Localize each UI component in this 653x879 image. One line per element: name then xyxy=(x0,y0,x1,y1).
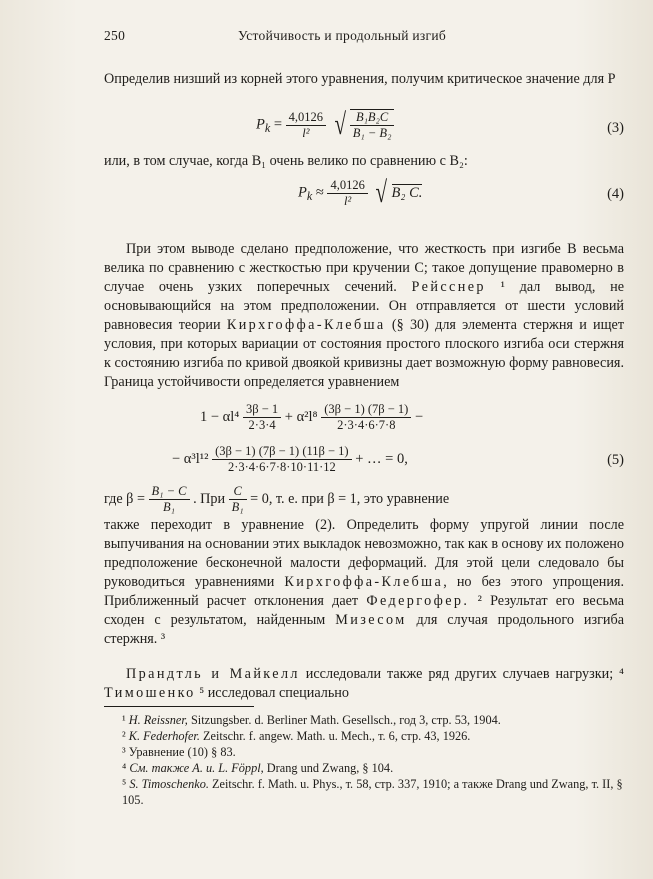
eq3-radicand xyxy=(350,109,395,141)
eq5-term-1: 1 − αl⁴ xyxy=(200,408,240,425)
footnote-author: См. также A. u. L. Föppl, xyxy=(129,761,264,775)
eq4-approx: ≈ xyxy=(315,184,324,201)
eq4-number: (4) xyxy=(607,186,624,202)
eq5-term-2: + α²l⁸ xyxy=(284,408,318,425)
equation-4 xyxy=(298,176,422,210)
footnote-4 xyxy=(104,760,626,776)
eq3-rad-den: B₁ − B₂ xyxy=(352,126,392,140)
sqrt-symbol: √ xyxy=(334,108,346,141)
eq3-coef-den: l² xyxy=(302,125,310,140)
footnote-mark: ¹ xyxy=(122,713,126,727)
eq5-f2-num: (3β − 1) (7β − 1) xyxy=(321,402,411,418)
eq5-f1-num: 3β − 1 xyxy=(243,402,281,418)
footnote-2 xyxy=(104,728,626,744)
author-kirchhoff-clebsch: Кирхгоффа-Клебша xyxy=(226,317,386,333)
eq3-coef-num: 4,0126 xyxy=(286,110,326,126)
eq5-f2-den: 2·3·4·6·7·8 xyxy=(337,418,396,432)
equation-5-line-2 xyxy=(172,444,408,475)
footnote-author: S. Timoschenko. xyxy=(129,777,209,791)
footnotes xyxy=(104,712,626,808)
running-title: Устойчивость и продольный изгиб xyxy=(238,28,447,43)
footnote-1 xyxy=(104,712,626,728)
eq5-minus: − xyxy=(414,408,424,425)
author-timoshenko: Тимошенко xyxy=(104,685,196,701)
p2-text-b: , но без этого упрощения. Приближенный расчет отклонения дает xyxy=(104,574,624,609)
p2-text-c: ² Результат его весьма сходен с результатом, найденным xyxy=(104,593,625,628)
eq5-f1-den: 2·3·4 xyxy=(248,418,276,432)
eq4-coef-den: l² xyxy=(344,193,352,208)
footnote-text: Zeitschr. f. Math. u. Phys., т. 58, стр. 337, 1910; а также Drang und Zwang, т. II, § 105. xyxy=(122,777,623,807)
author-prandtl-michell: Прандтль и Майкелл xyxy=(126,666,300,682)
footnote-author: H. Reissner, xyxy=(128,713,188,727)
footnote-mark: ⁵ xyxy=(122,777,127,791)
p1-text-b: ¹ дал вывод, не основывающийся на этом предположении. Он отправляется от шести условий равновесия теории xyxy=(104,279,625,333)
sqrt-symbol: √ xyxy=(375,176,388,209)
where-c-den: B₁ xyxy=(231,500,244,514)
where-den: B₁ xyxy=(163,500,175,514)
footnote-text: Sitzungsber. d. Berliner Math. Gesellsch., год 3, стр. 53, 1904. xyxy=(190,713,501,727)
eq5-number: (5) xyxy=(607,452,624,468)
eq5-tail: + … = 0, xyxy=(355,450,408,467)
eq3-lhs-sub: k xyxy=(264,121,271,136)
author-reissner: Рейсснер xyxy=(411,279,486,295)
p1-text-a: При этом выводе сделано предположение, что жесткость при изгибе B весьма велика по сравнению с жесткостью при кручении C; такое допущение правомерно в случае очень узких поперечных сечений. xyxy=(104,241,624,295)
equation-5-line-1 xyxy=(200,402,423,433)
where-num: B₁ − C xyxy=(149,484,190,500)
eq4-coefficient xyxy=(327,178,367,209)
paragraph-prandtl xyxy=(104,665,624,703)
footnote-text: Drang und Zwang, § 104. xyxy=(266,761,394,775)
footnote-text: Zeitschr. f. angew. Math. u. Mech., т. 6, стр. 43, 1926. xyxy=(203,729,471,743)
paragraph-reissner xyxy=(104,240,624,392)
p3-text-b: ⁵ исследовал специально xyxy=(199,685,349,701)
footnote-text: Уравнение (10) § 83. xyxy=(128,745,236,759)
where-line xyxy=(104,484,449,515)
eq4-radicand: B₂ C. xyxy=(391,185,423,201)
equation-3: $P_k$ = $\frac{4,0126}{\text{l²}}$ √ $\frac{\text{B₁B₂C}}{\text{B₁ − B₂}}$ xyxy=(256,108,394,142)
p3-text-a: исследовали также ряд других случаев нагрузки; ⁴ xyxy=(305,666,625,682)
footnote-5 xyxy=(104,776,626,808)
footnote-divider xyxy=(104,706,254,707)
eq4-coef-num: 4,0126 xyxy=(327,178,367,194)
footnote-3 xyxy=(104,744,626,760)
where-beta: где β = xyxy=(104,490,145,507)
p2-text-a: также переходит в уравнение (2). Определить форму упругой линии после выпучивания на основании этих выкладок невозможно, так как в основу их положено предположение бесконечной малости деформаций. Для этой цели следовало бы руководиться уравнениями xyxy=(104,517,624,590)
eq3-rad-num: B₁B₂C xyxy=(350,110,395,126)
intro-paragraph: Определив низший из корней этого уравнения, получим критическое значение для P xyxy=(104,71,616,87)
footnote-mark: ² xyxy=(122,729,126,743)
p2-text-d: для случая продольного изгиба стержня. ³ xyxy=(104,612,625,647)
eq3-number: (3) xyxy=(607,120,624,136)
author-mises: Мизесом xyxy=(335,612,407,628)
eq5-term-3: − α³l¹² xyxy=(172,450,209,467)
footnote-mark: ⁴ xyxy=(122,761,127,775)
eq5-f3-num: (3β − 1) (7β − 1) (11β − 1) xyxy=(212,444,352,460)
author-kirchhoff-clebsch-2: Кирхгоффа-Клебша xyxy=(284,574,444,590)
where-c-num: C xyxy=(229,484,247,500)
eq5-f3-den: 2·3·4·6·7·8·10·11·12 xyxy=(227,460,336,474)
p1-text-c: (§ 30) для элемента стержня и ищет условия, при которых вариации от состояния простого плоского изгиба оси стержня к состоянию изгиба по кривой двоякой кривизны дает возможную форму равновесия. Граница устойчивости определяется уравнением xyxy=(104,317,625,390)
paragraph-federhofer xyxy=(104,516,624,649)
eq4-lhs: P xyxy=(298,184,307,201)
eq4-lhs-sub: k xyxy=(306,189,313,204)
where-tail: = 0, т. е. при β = 1, это уравнение xyxy=(250,490,450,507)
footnote-author: K. Federhofer. xyxy=(128,729,200,743)
author-federhofer: Федергофер. xyxy=(366,593,470,609)
where-pri: . При xyxy=(193,490,226,507)
or-case-line: или, в том случае, когда B₁ очень велико по сравнению с B₂: xyxy=(104,153,468,169)
page-number: 250 xyxy=(104,28,126,43)
footnote-mark: ³ xyxy=(122,745,126,759)
eq3-coefficient xyxy=(286,110,326,141)
eq3-lhs: P xyxy=(256,116,265,133)
